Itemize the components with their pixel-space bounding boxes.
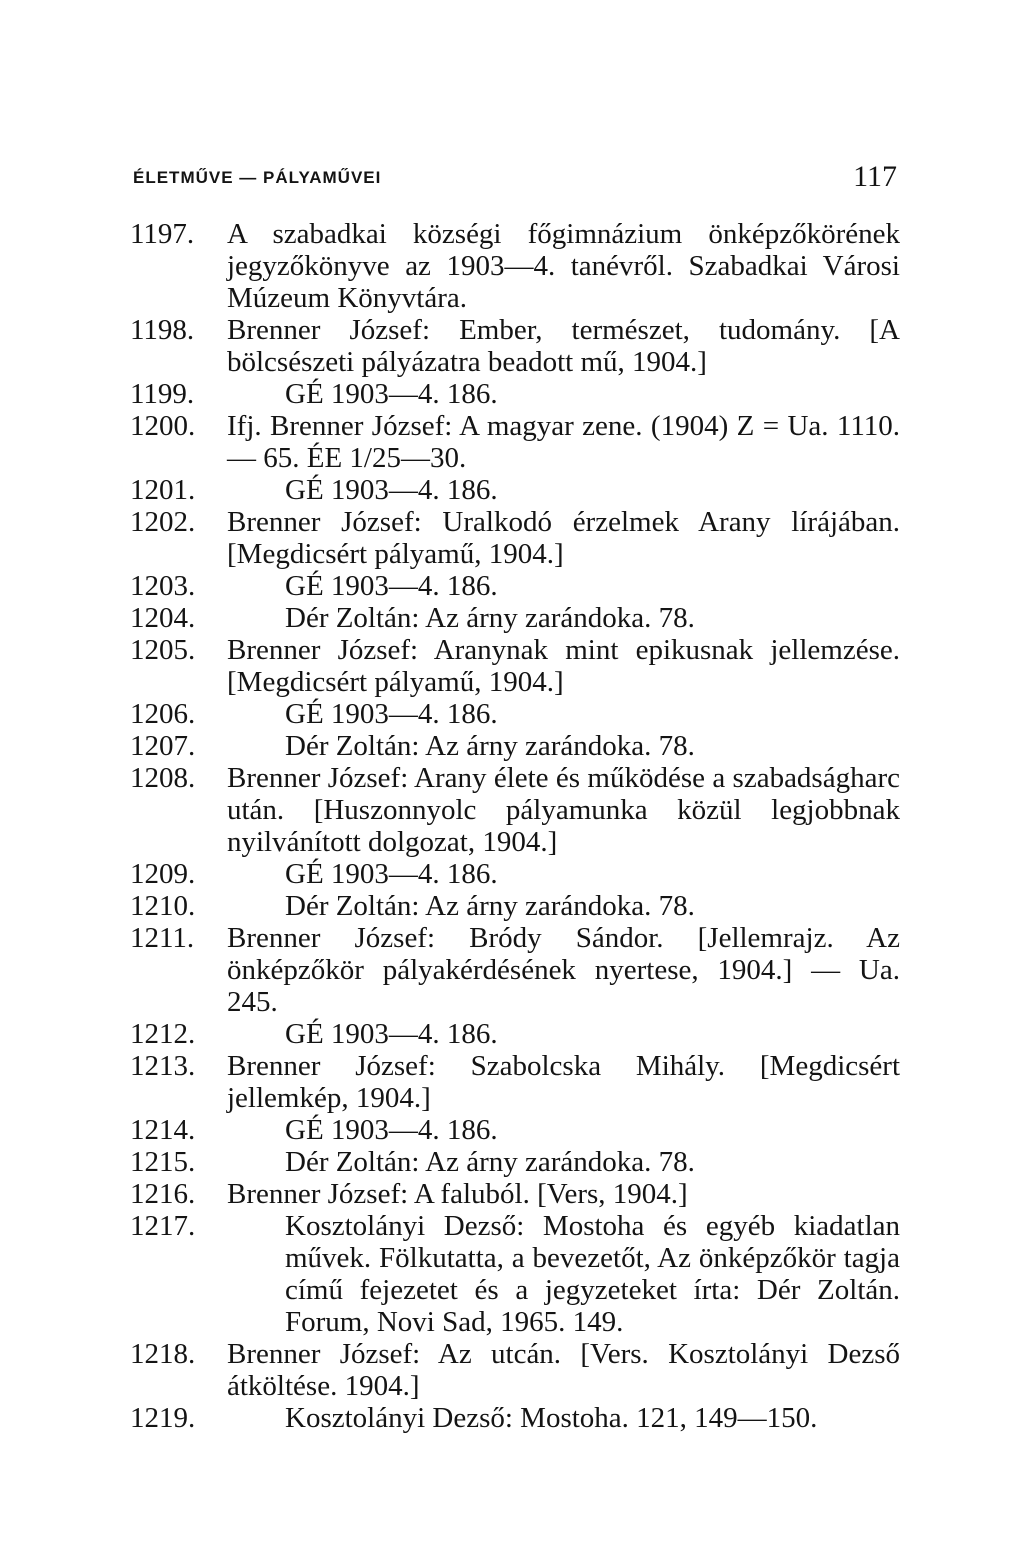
entry-text: Dér Zoltán: Az árny zarándoka. 78. <box>285 890 695 922</box>
bibliography-entry <box>130 378 900 410</box>
entry-text: GÉ 1903—4. 186. <box>285 570 498 602</box>
entry-number: 1205. <box>130 634 196 666</box>
bibliography-entry <box>130 890 900 922</box>
entry-number: 1214. <box>130 1114 196 1146</box>
entry-text: Brenner József: Arany élete és működése a szabadságharc után. [Huszonnyolc pályamunka közül legjobbnak nyilvánított dolgozat, 1904.] <box>227 762 900 858</box>
entry-number: 1204. <box>130 602 196 634</box>
entry-number: 1208. <box>130 762 196 794</box>
bibliography-entry <box>130 218 900 314</box>
entry-number: 1207. <box>130 730 196 762</box>
bibliography-entry <box>130 858 900 890</box>
entry-text: Dér Zoltán: Az árny zarándoka. 78. <box>285 730 695 762</box>
bibliography-entry <box>130 698 900 730</box>
entry-number: 1206. <box>130 698 196 730</box>
entry-text: Brenner József: Az utcán. [Vers. Kosztolányi Dezső átköltése. 1904.] <box>227 1338 900 1402</box>
bibliography-entry <box>130 1114 900 1146</box>
entry-text: GÉ 1903—4. 186. <box>285 698 498 730</box>
entry-text: Brenner József: A faluból. [Vers, 1904.] <box>227 1178 688 1210</box>
entry-number: 1198. <box>130 314 195 346</box>
entry-text: Brenner József: Ember, természet, tudomány. [A bölcsészeti pályázatra beadott mű, 1904.] <box>227 314 900 378</box>
running-title: ÉLETMŰVE — PÁLYAMŰVEI <box>133 168 382 187</box>
entry-text: GÉ 1903—4. 186. <box>285 1018 498 1050</box>
entry-number: 1219. <box>130 1402 196 1434</box>
entry-number: 1215. <box>130 1146 196 1178</box>
bibliography-entry <box>130 474 900 506</box>
entry-number: 1218. <box>130 1338 196 1370</box>
entry-text: Brenner József: Szabolcska Mihály. [Megdicsért jellemkép, 1904.] <box>227 1050 900 1114</box>
entry-number: 1210. <box>130 890 196 922</box>
bibliography-entry <box>130 1050 900 1114</box>
running-head <box>133 160 897 200</box>
entry-text: Kosztolányi Dezső: Mostoha. 121, 149—150. <box>285 1402 818 1434</box>
entry-number: 1216. <box>130 1178 196 1210</box>
bibliography-entry <box>130 314 900 378</box>
entry-text: GÉ 1903—4. 186. <box>285 378 498 410</box>
bibliography-entry <box>130 730 900 762</box>
bibliography-entry <box>130 634 900 698</box>
entry-text: GÉ 1903—4. 186. <box>285 474 498 506</box>
entry-number: 1199. <box>130 378 195 410</box>
entry-text: GÉ 1903—4. 186. <box>285 1114 498 1146</box>
entry-number: 1197. <box>130 218 195 250</box>
entry-text: Dér Zoltán: Az árny zarándoka. 78. <box>285 1146 695 1178</box>
bibliography-entry <box>130 410 900 474</box>
entry-text: Brenner József: Uralkodó érzelmek Arany lírájában. [Megdicsért pályamű, 1904.] <box>227 506 900 570</box>
entry-text: Brenner József: Bródy Sándor. [Jellemrajz. Az önképzőkör pályakérdésének nyertese, 1904.] — Ua. 245. <box>227 922 900 1018</box>
entry-text: Ifj. Brenner József: A magyar zene. (1904) Z = Ua. 1110. — 65. ÉE 1/25—30. <box>227 410 900 474</box>
bibliography-entry <box>130 506 900 570</box>
bibliography-entry <box>130 602 900 634</box>
entry-number: 1201. <box>130 474 196 506</box>
entry-number: 1211. <box>130 922 195 954</box>
entry-text: A szabadkai községi főgimnázium önképzőkörének jegyzőkönyve az 1903—4. tanévről. Szabadkai Városi Múzeum Könyvtára. <box>227 218 900 314</box>
entry-number: 1212. <box>130 1018 196 1050</box>
entry-text: Brenner József: Aranynak mint epikusnak jellemzése. [Megdicsért pályamű, 1904.] <box>227 634 900 698</box>
bibliography-entry <box>130 1146 900 1178</box>
entry-number: 1209. <box>130 858 196 890</box>
bibliography-entry <box>130 1178 900 1210</box>
bibliography-list <box>130 218 900 1434</box>
entry-number: 1202. <box>130 506 196 538</box>
entry-number: 1200. <box>130 410 196 442</box>
entry-number: 1203. <box>130 570 196 602</box>
entry-text: GÉ 1903—4. 186. <box>285 858 498 890</box>
bibliography-entry <box>130 1018 900 1050</box>
page-number: 117 <box>853 160 897 193</box>
bibliography-entry <box>130 922 900 1018</box>
entry-number: 1217. <box>130 1210 196 1242</box>
bibliography-entry <box>130 1338 900 1402</box>
entry-text: Dér Zoltán: Az árny zarándoka. 78. <box>285 602 695 634</box>
bibliography-entry <box>130 570 900 602</box>
entry-text: Kosztolányi Dezső: Mostoha és egyéb kiadatlan művek. Fölkutatta, a bevezetőt, Az önképzőkör tagja című fejezetet és a jegyzeteket írta: Dér Zoltán. Forum, Novi Sad, 1965. 149. <box>285 1210 900 1338</box>
entry-number: 1213. <box>130 1050 196 1082</box>
bibliography-entry <box>130 762 900 858</box>
bibliography-entry <box>130 1402 900 1434</box>
bibliography-entry <box>130 1210 900 1338</box>
